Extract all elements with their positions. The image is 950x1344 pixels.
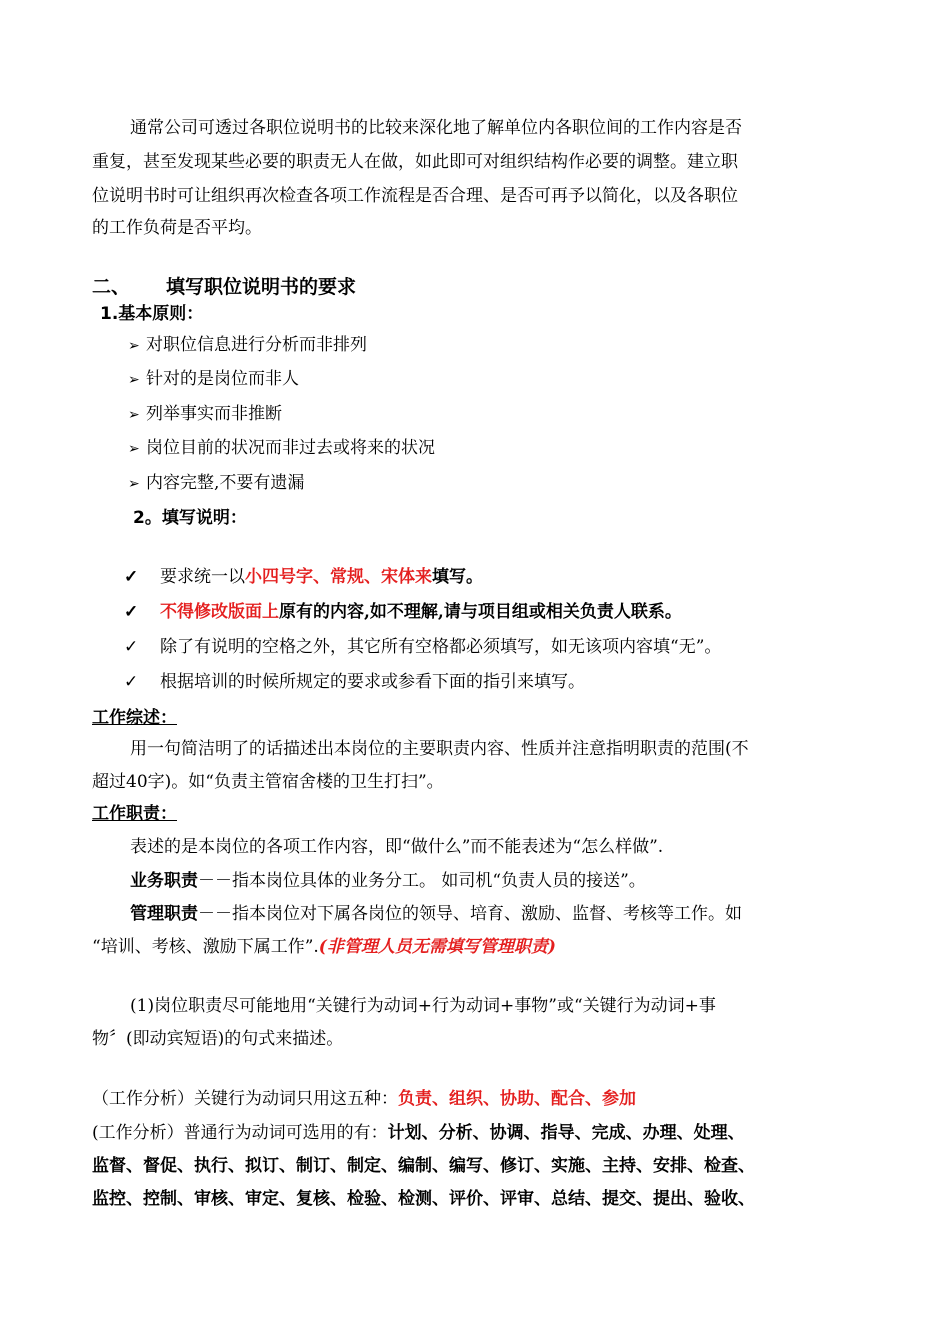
key-verbs: 负责、组织、协助、配合、参加 [398,1089,636,1109]
rule-item-1: ✓ 要求统一以小四号字、常规、宋体来填写。 [124,567,483,587]
principle-item: ➢ 内容完整,不要有遗漏 [128,473,305,493]
arrow-bullet-icon: ➢ [128,441,140,457]
key-verbs-line: （工作分析）关键行为动词只用这五种：负责、组织、协助、配合、参加 [92,1089,636,1109]
arrow-bullet-icon: ➢ [128,372,140,388]
common-verbs-line-1: (工作分析）普通行为动词可选用的有：计划、分析、协调、指导、完成、办理、处理、 [92,1123,745,1143]
check-icon: ✓ [124,672,139,692]
common-verbs-line-2: 监督、督促、执行、拟订、制订、制定、编制、编写、修订、实施、主持、安排、检查、 [92,1156,755,1176]
fill-instructions-title: 2。填写说明： [133,508,247,528]
item1-line-1: (1)岗位职责尽可能地用“关键行为动词+行为动词+事物”或“关键行为动词+事 [130,996,716,1016]
biz-duties-line: 业务职责－－指本岗位具体的业务分工。 如司机“负责人员的接送”。 [130,871,646,891]
arrow-bullet-icon: ➢ [128,407,140,423]
item1-line-2: 物〞(即动宾短语)的句式来描述。 [92,1029,344,1049]
duties-heading: 工作职责： [92,804,177,824]
summary-line-2: 超过40字)。如“负责主管宿舍楼的卫生打扫”。 [92,772,444,792]
rule-item-2: ✓ 不得修改版面上原有的内容,如不理解,请与项目组或相关负责人联系。 [124,602,682,622]
check-icon: ✓ [124,602,139,622]
section-heading [92,276,356,298]
arrow-bullet-icon: ➢ [128,338,140,354]
common-verbs-line-3: 监控、控制、审核、审定、复核、检验、检测、评价、评审、总结、提交、提出、验收、 [92,1189,755,1209]
summary-line-1: 用一句简洁明了的话描述出本岗位的主要职责内容、性质并注意指明职责的范围(不 [130,739,749,759]
rule-item-3: ✓ 除了有说明的空格之外，其它所有空格都必须填写，如无该项内容填“无”。 [124,637,722,657]
summary-heading: 工作综述： [92,708,177,728]
intro-line-1: 通常公司可透过各职位说明书的比较来深化地了解单位内各职位间的工作内容是否 [130,118,742,138]
principle-item: ➢ 岗位目前的状况而非过去或将来的状况 [128,438,435,458]
arrow-bullet-icon: ➢ [128,476,140,492]
intro-line-2: 重复，甚至发现某些必要的职责无人在做，如此即可对组织结构作必要的调整。建立职 [92,152,738,172]
section-title: 填写职位说明书的要求 [166,276,357,298]
biz-duties-label: 业务职责 [130,871,198,891]
principle-item: ➢ 列举事实而非推断 [128,404,282,424]
intro-line-3: 位说明书时可让组织再次检查各项工作流程是否合理、是否可再予以简化，以及各职位 [92,186,738,206]
section-number: 二、 [92,276,131,298]
principle-item: ➢ 针对的是岗位而非人 [128,369,299,389]
principle-item: ➢ 对职位信息进行分析而非排列 [128,335,367,355]
mgmt-duties-label: 管理职责 [130,904,198,924]
intro-line-4: 的工作负荷是否平均。 [92,218,262,238]
mgmt-duties-line-2: “培训、考核、激励下属工作”.(非管理人员无需填写管理职责) [92,937,556,957]
rule-item-4: ✓ 根据培训的时候所规定的要求或参看下面的指引来填写。 [124,672,585,692]
check-icon: ✓ [124,567,139,587]
mgmt-note: (非管理人员无需填写管理职责) [318,937,556,957]
check-icon: ✓ [124,637,139,657]
mgmt-duties-line: 管理职责－－指本岗位对下属各岗位的领导、培育、激励、监督、考核等工作。如 [130,904,742,924]
duties-line-1: 表述的是本岗位的各项工作内容，即“做什么”而不能表述为“怎么样做”. [130,837,664,857]
basic-principles-title: 1.基本原则： [100,304,204,324]
